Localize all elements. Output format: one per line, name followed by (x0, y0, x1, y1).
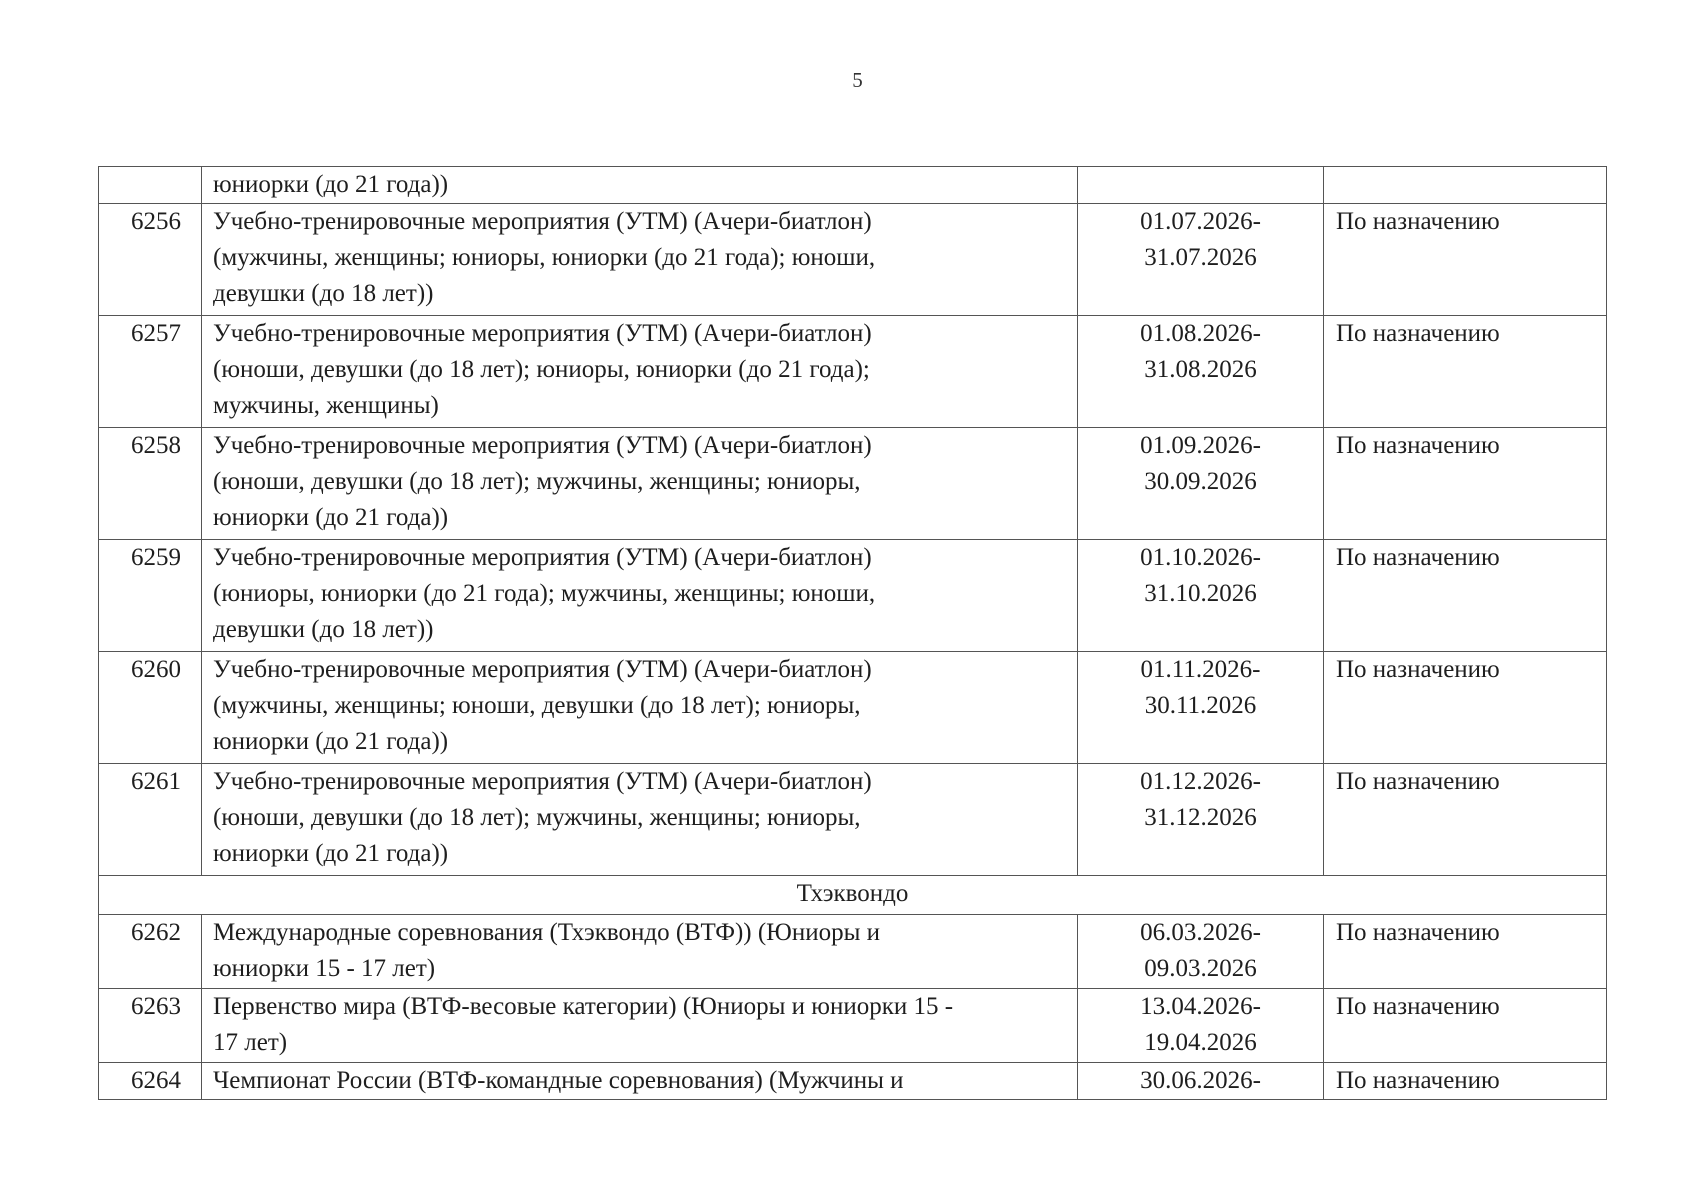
event-location-cell (1324, 652, 1607, 764)
section-title: Тхэквондо (99, 876, 1607, 915)
event-dates-cell (1078, 167, 1324, 204)
event-dates-cell (1078, 540, 1324, 652)
event-location-cell (1324, 764, 1607, 876)
table-row (99, 540, 1607, 652)
event-name-cell (202, 764, 1078, 876)
event-name-line: 17 лет) (213, 1029, 288, 1056)
event-date-to: 31.10.2026 (1144, 580, 1257, 607)
event-name-line: Учебно-тренировочные мероприятия (УТМ) (Ачери-биатлон) (213, 768, 872, 795)
event-date-to: 19.04.2026 (1144, 1029, 1257, 1056)
event-location: По назначению (1336, 1067, 1500, 1094)
event-name-line: (мужчины, женщины; юноши, девушки (до 18 лет); юниоры, (213, 692, 861, 719)
event-location: По назначению (1336, 768, 1500, 795)
row-number: 6257 (131, 320, 181, 347)
event-date-from: 01.07.2026- (1140, 208, 1261, 235)
table-row (99, 316, 1607, 428)
row-number-cell (99, 652, 202, 764)
event-name-line: Учебно-тренировочные мероприятия (УТМ) (Ачери-биатлон) (213, 544, 872, 571)
event-name-line: (юноши, девушки (до 18 лет); юниоры, юниорки (до 21 года); (213, 356, 870, 383)
event-name-line: юниорки (до 21 года)) (213, 840, 449, 867)
table-row (99, 915, 1607, 989)
table-row (99, 204, 1607, 316)
row-number-cell (99, 204, 202, 316)
row-number: 6262 (131, 919, 181, 946)
row-number: 6259 (131, 544, 181, 571)
event-location-cell (1324, 167, 1607, 204)
event-dates-cell (1078, 204, 1324, 316)
event-date-from: 30.06.2026- (1140, 1067, 1261, 1094)
row-number: 6261 (131, 768, 181, 795)
row-number-cell (99, 989, 202, 1063)
event-location: По назначению (1336, 544, 1500, 571)
event-date-to: 30.11.2026 (1144, 692, 1257, 719)
event-name-line: Первенство мира (ВТФ-весовые категории) (Юниоры и юниорки 15 - (213, 993, 954, 1020)
event-name-line: Учебно-тренировочные мероприятия (УТМ) (Ачери-биатлон) (213, 320, 872, 347)
row-number-cell (99, 167, 202, 204)
event-name-line: Международные соревнования (Тхэквондо (ВТФ)) (Юниоры и (213, 919, 881, 946)
event-name-cell (202, 540, 1078, 652)
event-name-line: юниорки 15 - 17 лет) (213, 955, 436, 982)
row-number: 6258 (131, 432, 181, 459)
row-number-cell (99, 915, 202, 989)
table-row (99, 989, 1607, 1063)
event-dates-cell (1078, 428, 1324, 540)
event-dates-cell (1078, 652, 1324, 764)
event-location: По назначению (1336, 208, 1500, 235)
event-name-line: (мужчины, женщины; юниоры, юниорки (до 21 года); юноши, (213, 244, 876, 271)
event-name-cell (202, 204, 1078, 316)
event-dates-cell (1078, 989, 1324, 1063)
event-name-cell (202, 652, 1078, 764)
event-name-line: Чемпионат России (ВТФ-командные соревнования) (Мужчины и (213, 1067, 904, 1094)
event-location-cell (1324, 1063, 1607, 1100)
row-number-cell (99, 316, 202, 428)
continuation-row (99, 167, 1607, 204)
row-number-cell (99, 428, 202, 540)
event-location-cell (1324, 428, 1607, 540)
event-date-to: 31.12.2026 (1144, 804, 1257, 831)
event-name-cell (202, 1063, 1078, 1100)
event-date-from: 01.09.2026- (1140, 432, 1261, 459)
event-name-line: (юниоры, юниорки (до 21 года); мужчины, женщины; юноши, (213, 580, 876, 607)
table-row (99, 428, 1607, 540)
event-name-cell (202, 316, 1078, 428)
event-date-to: 31.07.2026 (1144, 244, 1257, 271)
event-name-line: Учебно-тренировочные мероприятия (УТМ) (Ачери-биатлон) (213, 208, 872, 235)
event-name-cell (202, 428, 1078, 540)
event-location-cell (1324, 316, 1607, 428)
page-number: 5 (852, 68, 863, 92)
event-location: По назначению (1336, 919, 1500, 946)
event-dates-cell (1078, 764, 1324, 876)
event-name-line: Учебно-тренировочные мероприятия (УТМ) (Ачери-биатлон) (213, 656, 872, 683)
event-location-cell (1324, 989, 1607, 1063)
row-number: 6263 (131, 993, 181, 1020)
event-name-line: (юноши, девушки (до 18 лет); мужчины, женщины; юниоры, (213, 468, 861, 495)
event-date-to: 31.08.2026 (1144, 356, 1257, 383)
events-table (98, 166, 1607, 1100)
event-date-from: 06.03.2026- (1140, 919, 1261, 946)
event-date-from: 13.04.2026- (1140, 993, 1261, 1020)
event-name-line: юниорки (до 21 года)) (213, 504, 449, 531)
event-location: По назначению (1336, 656, 1500, 683)
event-name-cell (202, 915, 1078, 989)
event-dates-cell (1078, 915, 1324, 989)
event-dates-cell (1078, 316, 1324, 428)
event-name-cell (202, 167, 1078, 204)
row-number-cell (99, 540, 202, 652)
event-name-line: девушки (до 18 лет)) (213, 280, 434, 307)
event-location: По назначению (1336, 993, 1500, 1020)
event-name-line: мужчины, женщины) (213, 392, 439, 419)
table-row (99, 1063, 1607, 1100)
event-name-line: Учебно-тренировочные мероприятия (УТМ) (Ачери-биатлон) (213, 432, 872, 459)
event-date-from: 01.11.2026- (1140, 656, 1261, 683)
event-location-cell (1324, 204, 1607, 316)
section-header-row (99, 876, 1607, 915)
event-name-line: юниорки (до 21 года)) (213, 728, 449, 755)
event-date-from: 01.08.2026- (1140, 320, 1261, 347)
event-name-cell (202, 989, 1078, 1063)
event-location: По назначению (1336, 432, 1500, 459)
row-number: 6260 (131, 656, 181, 683)
event-location-cell (1324, 915, 1607, 989)
events-table-body (99, 167, 1607, 1100)
table-row (99, 764, 1607, 876)
event-date-from: 01.12.2026- (1140, 768, 1261, 795)
row-number: 6264 (131, 1067, 181, 1094)
event-name-line: (юноши, девушки (до 18 лет); мужчины, женщины; юниоры, (213, 804, 861, 831)
event-dates-cell (1078, 1063, 1324, 1100)
row-number-cell (99, 764, 202, 876)
event-date-from: 01.10.2026- (1140, 544, 1261, 571)
event-location-cell (1324, 540, 1607, 652)
row-number-cell (99, 1063, 202, 1100)
event-location: По назначению (1336, 320, 1500, 347)
event-name-line: юниорки (до 21 года)) (213, 171, 449, 198)
event-name-line: девушки (до 18 лет)) (213, 616, 434, 643)
row-number: 6256 (131, 208, 181, 235)
event-date-to: 30.09.2026 (1144, 468, 1257, 495)
table-row (99, 652, 1607, 764)
event-date-to: 09.03.2026 (1144, 955, 1257, 982)
